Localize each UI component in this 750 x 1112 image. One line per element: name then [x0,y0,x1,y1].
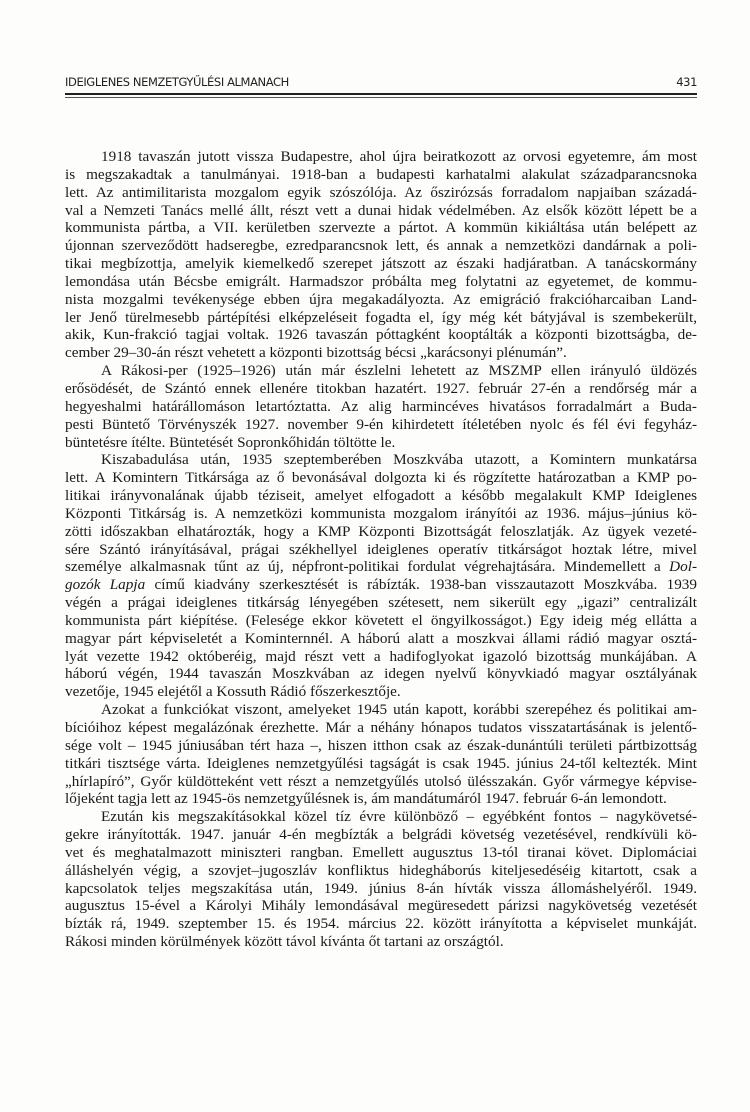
text-line: gekre irányították. 1947. január 4-én megbízták a belgrádi követség vezetésével, rendkívüli kö- [65,826,697,844]
text-line: álláshelyén végig, a szovjet–jugoszláv konfliktus hidegháborús kiteljesedéséig kitartott, csak a [65,861,697,879]
text-line: Kiszabadulása után, 1935 szeptemberében Moszkvába utazott, a Komintern munkatársa [101,451,697,469]
text-line: erősödését, de Szántó ennek ellenére titokban hazatért. 1927. február 27-én a rendőrség már a [65,379,697,397]
running-head [65,75,697,91]
text-line: Rákosi minden körülmények között távol kívánta őt tartani az országtól. [65,933,504,951]
text-line: titkári tisztsége várta. Ideiglenes nemzetgyűlési tagságát is csak 1945. június 24-től keltezték. Mint [65,754,697,772]
text-line: végén a prágai ideiglenes titkárság lényegében szétesett, nem sikerült egy „igazi” centralizált [65,594,697,612]
text-line: büntetésre ítélte. Büntetését Sopronkőhidán töltötte le. [65,433,396,451]
text-line: gozók Lapja című kiadvány szerkesztését is rábízták. 1938-ban visszautazott Moszkvába. 1939 [65,576,697,594]
text-line: 1918 tavaszán jutott vissza Budapestre, ahol újra beiratkozott az orvosi egyetemre, ám most [101,148,697,165]
text-line: vet és meghatalmazott miniszteri rangban. Emellett augusztus 13-tól tiranai követ. Diplomáciai [65,843,697,861]
paragraph [65,148,697,362]
text-line: lett. Az antimilitarista mozgalom egyik szószólója. Az őszirózsás forradalom napjaiban századá- [65,183,697,201]
running-title: IDEIGLENES NEMZETGYŰLÉSI ALMANACH [65,75,289,89]
text-line: val a Nemzeti Tanács mellé állt, részt vett a dunai hidak védelmében. Az elsők között lépett be a [65,201,697,219]
text-line: ler Jenő türelmesebb pártépítési elképzeléseit fogadta el, így még két bátyjával is szembekerült, [65,308,697,326]
text-line: kommunista párt kiépítése. (Felesége ekkor követett el öngyilkosságot.) Egy ideig még ellátta a [65,611,697,629]
text-line: nista mozgalmi tevékenysége ebben újra megakadályozta. Az emigráció frakcióharcaiban Land- [65,290,697,308]
text-line: kommunista pártba, a VII. kerületben szervezte a pártot. A kommün kikiáltása után belépett az [65,219,697,237]
text-line: lett. A Komintern Titkársága az ő bevonásával dolgozta ki és rögzítette határozatban a KMP po- [65,469,697,487]
body-text [65,148,697,951]
text-line: tikai megbízottja, amelyik kiemelkedő szerepet játszott az északi hadjáratban. A tanácskormány [65,255,697,273]
text-line: bícióihoz képest megalázónak érezhette. Már a néhány hónapos tudatos visszatartásának is jelentő- [65,719,697,736]
paragraph [65,362,697,451]
text-line: Ezután kis megszakításokkal közel tíz évre különböző – egyébként fontos – nagykövetsé- [101,808,697,826]
text-line: Azokat a funkciókat viszont, amelyeket 1945 után kapott, korábbi szerepéhez és politikai am- [101,701,697,719]
paragraph [65,808,697,951]
page-number: 431 [676,75,697,89]
text-line: hegyeshalmi határállomáson letartóztatta. Az alig harmincéves hivatásos forradalmárt a Buda- [65,397,697,415]
text-line: Központi Titkárság is. A nemzetközi kommunista mozgalom irányítói az 1936. május–június kö- [65,504,697,522]
text-line: sére Szántó irányításával, prágai székhellyel ideiglenes operatív titkárságot hoztak létre, mivel [65,540,697,558]
text-line: sége volt – 1945 júniusában tért haza –, hiszen itthon csak az észak-dunántúli területi pártbizottság [65,736,697,754]
header-rule-thick [65,93,697,95]
text-line: is megszakadtak a tanulmányai. 1918-ban a budapesti karhatalmi alakulat századparancsnoka [65,165,697,183]
text-line: zötti időszakban elhatározták, hogy a KMP Központi Bizottságát feloszlatják. Az ügyek vezeté- [65,522,697,540]
text-line: magyar párt képviseletét a Kominternnél. A háború alatt a moszkvai állami rádió magyar osztá- [65,629,697,647]
text-line: kapcsolatok teljes megszakítása után, 1949. június 8-án hívták vissza állomáshelyéről. 1949. [65,879,697,897]
text-line: lőjeként tagja lett az 1945-ös nemzetgyűlésnek is, ám mandátumáról 1947. február 6-án lemondott. [65,790,667,808]
text-line: vezetője, 1945 elejétől a Kossuth Rádió főszerkesztője. [65,683,401,701]
header-rule-thin [65,97,697,98]
paragraph [65,701,697,808]
text-line: újonnan szerveződött hadseregbe, ezredparancsnok lett, és annak a nemzetközi dandárnak a poli- [65,237,697,255]
text-line: személye alkalmasnak tűnt az új, népfront-politikai fordulat végrehajtására. Mindemellett a Dol- [65,558,697,576]
paragraph [65,451,697,701]
text-line: bízták rá, 1949. szeptember 15. és 1954. március 22. között irányította a képviselet munkáját. [65,915,697,933]
text-line: litikai irányvonalának újabb téziseit, amelyet elfogadott a később megalakult KMP Ideiglenes [65,487,697,505]
text-line: akik, Kun-frakció tagjai voltak. 1926 tavaszán póttagként kooptálták a központi bizottságba, de- [65,326,697,344]
text-line: cember 29–30-án részt vehetett a központi bizottság bécsi „karácsonyi plénumán”. [65,344,567,362]
text-line: augusztus 15-ével a Károlyi Mihály lemondásával megüresedett párizsi nagykövetség vezetését [65,897,697,915]
text-line: lyát vezette 1942 októberéig, majd részt vett a hadifoglyokat igazoló bizottság munkájában. A [65,647,697,665]
text-line: pesti Büntető Törvényszék 1927. november 9-én kihirdetett ítéletében nyolc és fél évi fegyház- [65,415,697,433]
text-line: háború végén, 1944 tavaszán Moszkvában az idegen nyelvű könyvkiadó magyar osztályának [65,665,697,683]
text-line: A Rákosi-per (1925–1926) után már észlelni lehetett az MSZMP ellen irányuló üldözés [101,362,697,380]
text-line: lemondása után Bécsbe emigrált. Harmadszor próbálta meg folytatni az egyetemet, de kommu- [65,272,697,290]
text-line: „hírlapíró”, Győr küldötteként vett részt a nemzetgyűlés utolsó ülésszakán. Győr vármegye képvise- [65,772,697,790]
